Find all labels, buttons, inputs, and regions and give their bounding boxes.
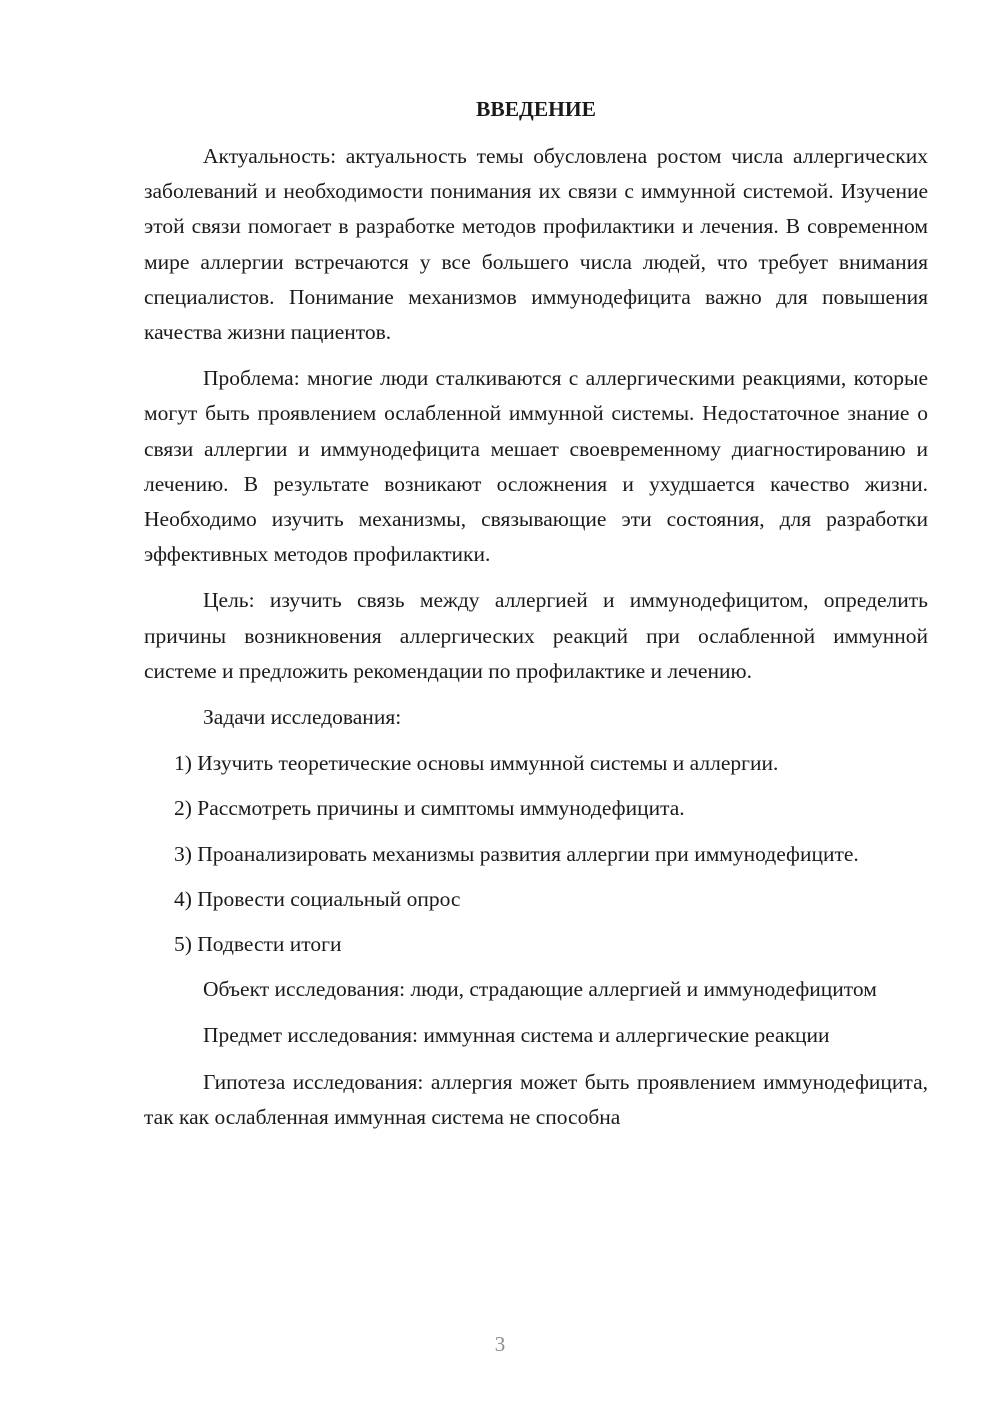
task-item-5: 5) Подвести итоги xyxy=(174,932,342,957)
task-item-2: 2) Рассмотреть причины и симптомы иммунодефицита. xyxy=(174,796,685,821)
problem-paragraph: Проблема: многие люди сталкиваются с аллергическими реакциями, которые могут быть проявлением ослабленной иммунной системы. Недостаточное знание о связи аллергии и иммунодефицита мешает своевременному диагностированию и лечению. В результате возникают осложнения и ухудшается качество жизни. Необходимо изучить механизмы, связывающие эти состояния, для разработки эффективных методов профилактики. xyxy=(144,366,928,567)
tasks-title: Задачи исследования: xyxy=(203,705,402,730)
task-item-3: 3) Проанализировать механизмы развития аллергии при иммунодефиците. xyxy=(174,841,859,866)
page-number: 3 xyxy=(494,1332,506,1356)
page-content xyxy=(144,92,928,1135)
task-item-1: 1) Изучить теоретические основы иммунной системы и аллергии. xyxy=(174,751,779,776)
hypothesis-paragraph: Гипотеза исследования: аллергия может быть проявлением иммунодефицита, так как ослабленная иммунная система не способна xyxy=(144,1069,928,1129)
goal-paragraph: Цель: изучить связь между аллергией и иммунодефицитом, определить причины возникновения аллергических реакций при ослабленной иммунной системе и предложить рекомендации по профилактике и лечению. xyxy=(144,588,928,683)
relevance-paragraph: Актуальность: актуальность темы обусловлена ростом числа аллергических заболеваний и необходимости понимания их связи с иммунной системой. Изучение этой связи помогает в разработке методов профилактики и лечения. В современном мире аллергии встречаются у все большего числа людей, что требует внимания специалистов. Понимание механизмов иммунодефицита важно для повышения качества жизни пациентов. xyxy=(144,144,928,345)
object-paragraph: Объект исследования: люди, страдающие аллергией и иммунодефицитом xyxy=(203,977,877,1002)
task-item-4: 4) Провести социальный опрос xyxy=(174,886,461,911)
section-heading: ВВЕДЕНИЕ xyxy=(476,97,596,121)
subject-paragraph: Предмет исследования: иммунная система и аллергические реакции xyxy=(203,1023,830,1048)
